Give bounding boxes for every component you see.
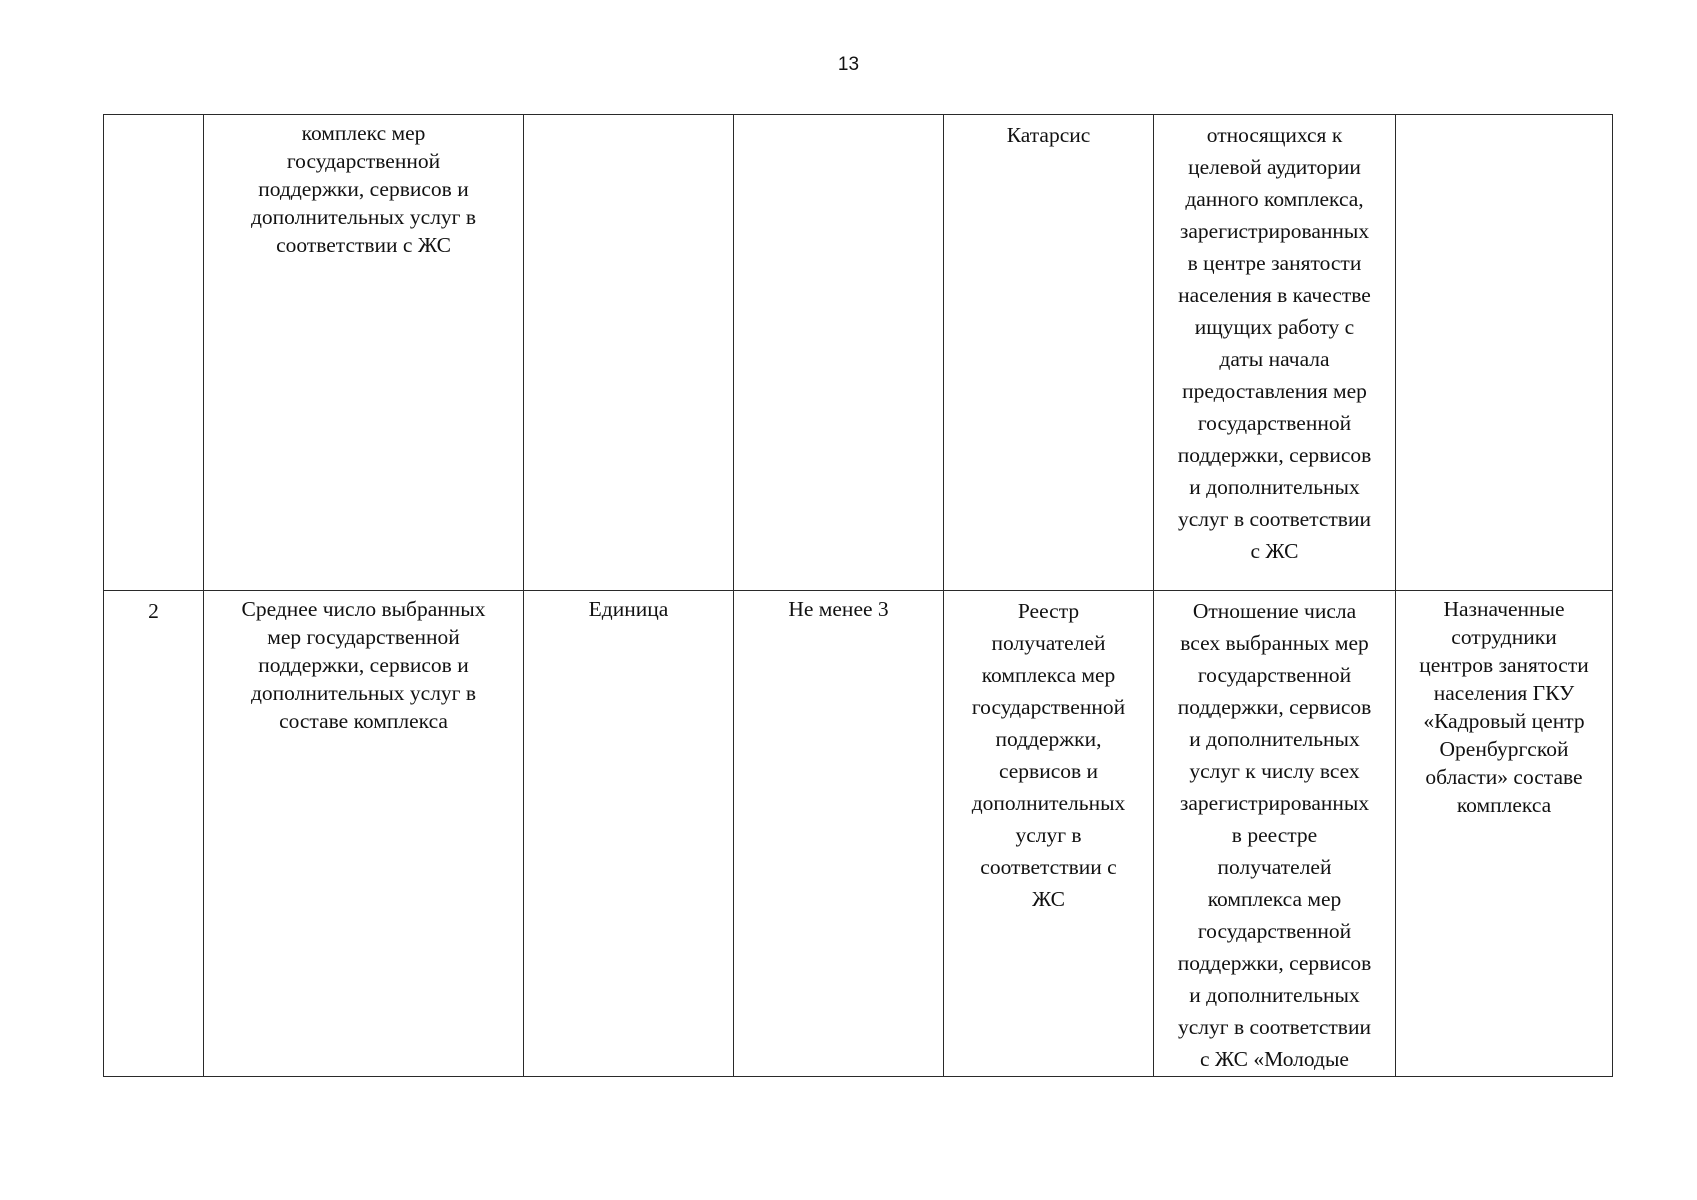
cell-calculation-method: Отношение числа всех выбранных мер государственной поддержки, сервисов и дополнительных услуг к числу всех зарегистрированных в реестре получателей комплекса мер государственной поддержки, сервисов и дополнительных услуг в соответствии с ЖС «Молодые: [1154, 591, 1396, 1077]
cell-responsible: [1396, 115, 1613, 591]
cell-data-source: Катарсис: [944, 115, 1154, 591]
page-number: 13: [837, 54, 860, 75]
cell-responsible: Назначенные сотрудники центров занятости населения ГКУ «Кадровый центр Оренбургской области» составе комплекса: [1396, 591, 1613, 1077]
cell-calculation-method: относящихся к целевой аудитории данного комплекса, зарегистрированных в центре занятости населения в качестве ищущих работу с даты начала предоставления мер государственной поддержки, сервисов и дополнительных услуг в соответствии с ЖС: [1154, 115, 1396, 591]
indicators-table: [103, 114, 1613, 1077]
cell-indicator-name: Среднее число выбранных мер государственной поддержки, сервисов и дополнительных услуг в составе комплекса: [204, 591, 524, 1077]
cell-indicator-name: комплекс мер государственной поддержки, сервисов и дополнительных услуг в соответствии с ЖС: [204, 115, 524, 591]
cell-number: 2: [104, 591, 204, 1077]
cell-number: [104, 115, 204, 591]
table-row: [104, 115, 1613, 591]
cell-data-source: Реестр получателей комплекса мер государственной поддержки, сервисов и дополнительных услуг в соответствии с ЖС: [944, 591, 1154, 1077]
cell-target-value: [734, 115, 944, 591]
table-row: [104, 591, 1613, 1077]
cell-unit: Единица: [524, 591, 734, 1077]
cell-target-value: Не менее 3: [734, 591, 944, 1077]
cell-unit: [524, 115, 734, 591]
